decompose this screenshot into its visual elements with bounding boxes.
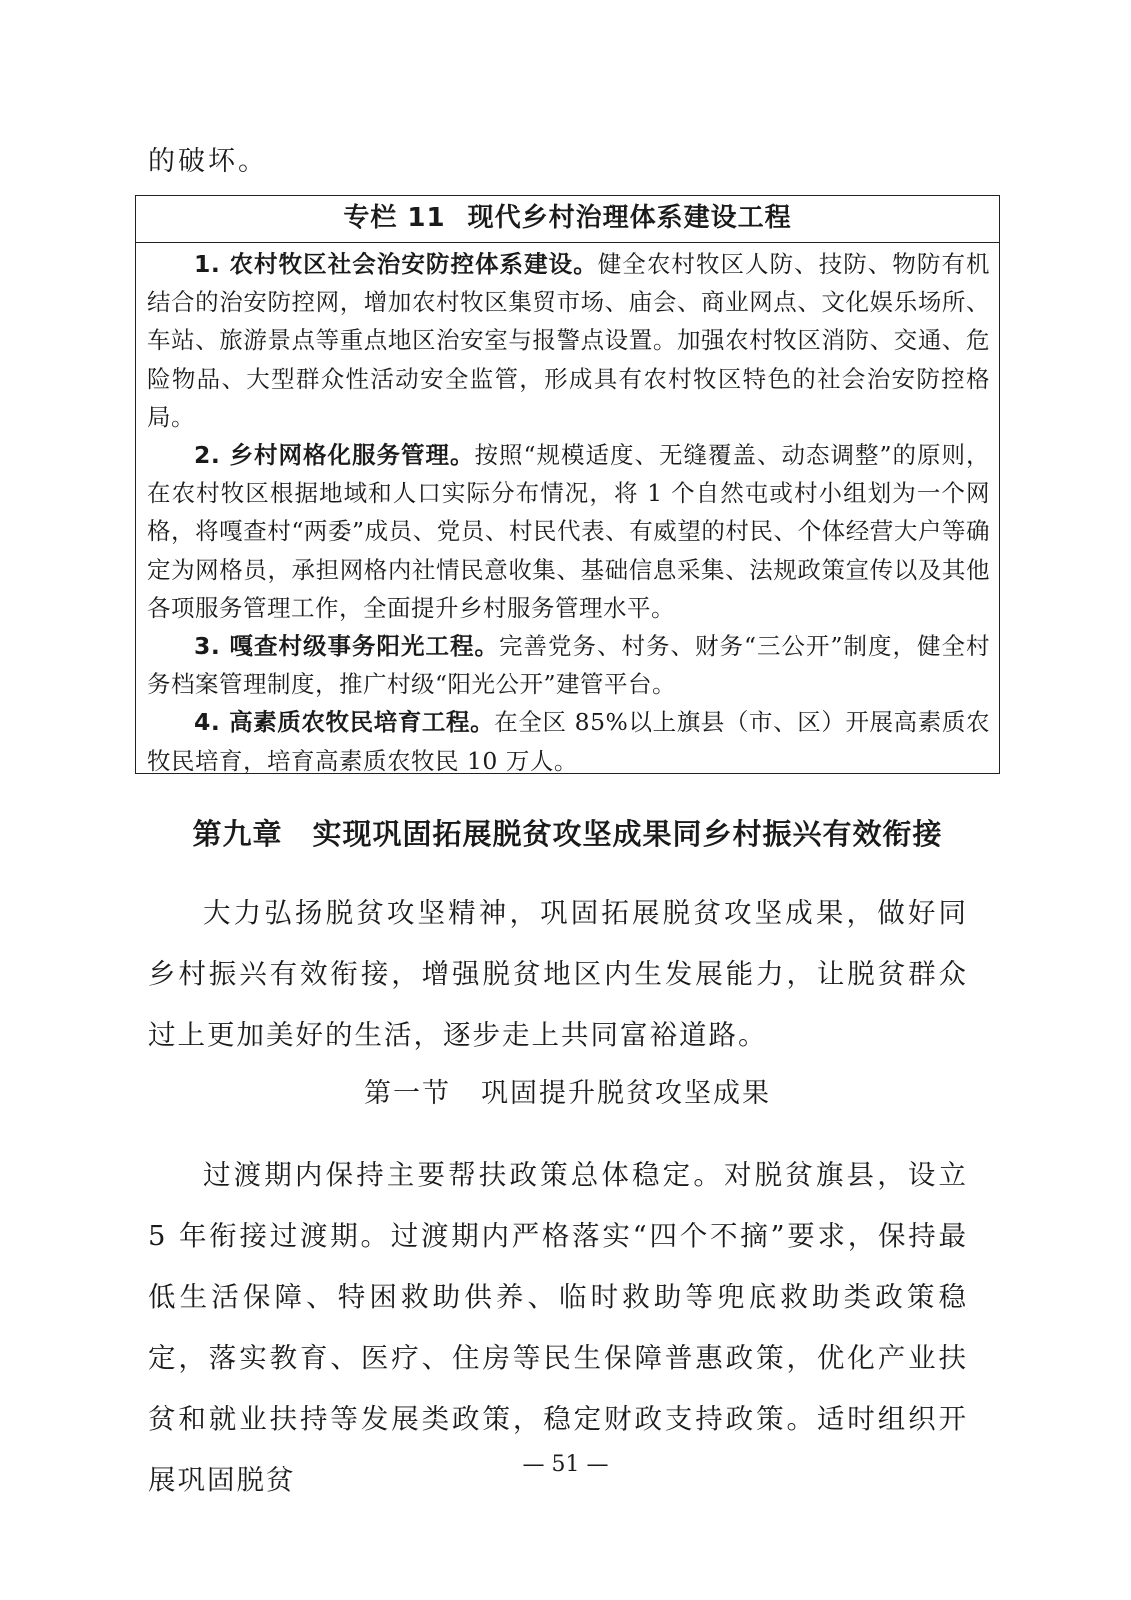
page-number: — 51 — [522,1452,609,1477]
chapter-heading [135,812,1000,856]
section-heading [135,1072,1000,1116]
column-item-heading: 2. 乡村网格化服务管理。 [194,441,475,470]
column-item-heading: 1. 农村牧区社会治安防控体系建设。 [194,250,598,278]
column-box-title-text: 现代乡村治理体系建设工程 [467,203,792,233]
column-box-number: 专栏 11 [343,203,446,233]
column-item [147,436,990,627]
chapter-title: 实现巩固拓展脱贫攻坚成果同乡村振兴有效衔接 [312,817,943,851]
column-item-text: 按照“规模适度、无缝覆盖、动态调整”的原则，在农村牧区根据地域和人口实际分布情况，将 1 个自然屯或村小组划为一个网格，将嘎查村“两委”成员、党员、村民代表、有威望的村民、个体经营大户等确定为网格员，承担网格内社情民意收集、基础信息采集、法规政策宣传以及其他各项服务管理工作，全面提升乡村服务管理水平。 [147,441,990,622]
section-number: 第一节 [364,1078,451,1109]
column-box-body [136,243,999,780]
column-item-text: 完善党务、村务、财务“三公开”制度，健全村务档案管理制度，推广村级“阳光公开”建管平台。 [147,632,990,699]
column-item-heading: 4. 高素质农牧民培育工程。 [194,708,495,737]
intro-paragraph: 大力弘扬脱贫攻坚精神，巩固拓展脱贫攻坚成果，做好同乡村振兴有效衔接，增强脱贫地区内生发展能力，让脱贫群众过上更加美好的生活，逐步走上共同富裕道路。 [148,897,968,1051]
chapter-number: 第九章 [192,817,283,851]
body-paragraph: 过渡期内保持主要帮扶政策总体稳定。对脱贫旗县，设立 5 年衔接过渡期。过渡期内严格落实“四个不摘”要求，保持最低生活保障、特困救助供养、临时救助等兜底救助类政策稳定，落实教育、医疗、住房等民生保障普惠政策，优化产业扶贫和就业扶持等发展类政策，稳定财政支持政策。适时组织开展巩固脱贫 [148,1159,968,1496]
column-item [147,245,990,436]
lead-text: 的破坏。 [148,146,268,177]
section-title: 巩固提升脱贫攻坚成果 [481,1078,771,1109]
column-box [135,195,1000,774]
column-item [147,703,990,779]
column-item-heading: 3. 嘎查村级事务阳光工程。 [194,632,499,661]
column-item [147,627,990,703]
column-item-text: 健全农村牧区人防、技防、物防有机结合的治安防控网，增加农村牧区集贸市场、庙会、商业网点、文化娱乐场所、车站、旅游景点等重点地区治安室与报警点设置。加强农村牧区消防、交通、危险物品、大型群众性活动安全监管，形成具有农村牧区特色的社会治安防控格局。 [147,250,990,431]
column-box-title [136,196,999,243]
column-item-text: 在全区 85%以上旗县（市、区）开展高素质农牧民培育，培育高素质农牧民 10 万人。 [147,708,990,775]
